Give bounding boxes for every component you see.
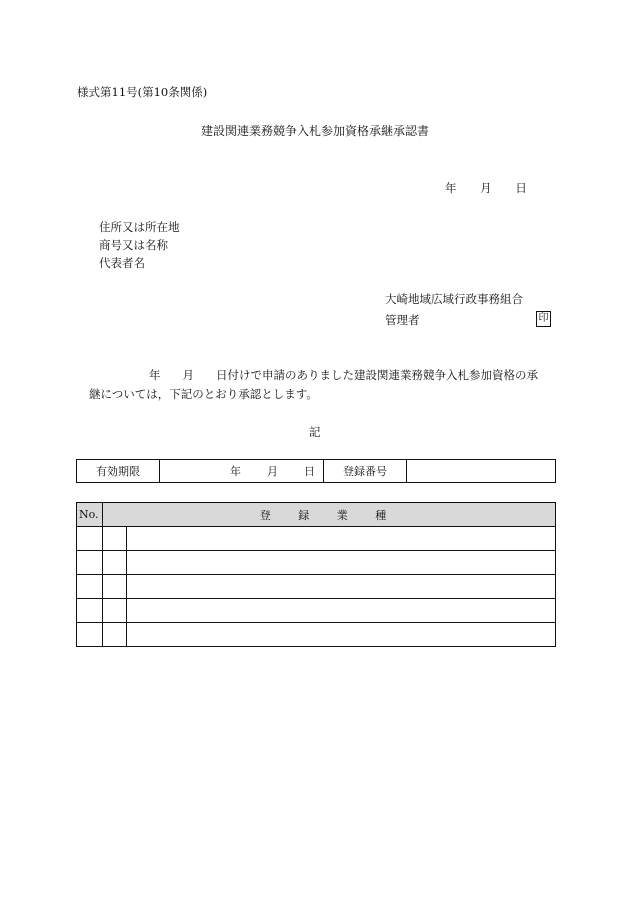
row-sub[interactable]	[103, 527, 127, 551]
validity-date-cell[interactable]	[160, 460, 324, 483]
row-category[interactable]	[127, 527, 556, 551]
body-year: 年	[149, 368, 161, 382]
row-no[interactable]	[77, 551, 103, 575]
body-month: 月	[182, 368, 194, 382]
date-month: 月	[480, 181, 492, 195]
registration-number-value[interactable]	[407, 460, 556, 483]
body-day-text: 日付けで申請のありました建設関連業務競争入札参加資格の承	[216, 368, 538, 382]
row-sub[interactable]	[103, 551, 127, 575]
manager-label: 管理者	[385, 313, 420, 327]
date-year: 年	[445, 181, 457, 195]
ki-heading: 記	[309, 425, 321, 439]
row-sub[interactable]	[103, 599, 127, 623]
table-row	[77, 623, 556, 647]
validity-table	[76, 459, 556, 483]
issuer-organization: 大崎地域広域行政事務組合	[385, 292, 523, 306]
registration-number-label: 登録番号	[324, 460, 407, 483]
seal-mark: 印	[536, 311, 551, 327]
category-table	[76, 502, 556, 647]
address-label: 住所又は所在地	[99, 220, 180, 234]
row-category[interactable]	[127, 551, 556, 575]
body-line-2: 継については，下記のとおり承認とします。	[89, 387, 318, 401]
row-no[interactable]	[77, 527, 103, 551]
body-line-1	[149, 367, 538, 383]
row-sub[interactable]	[103, 575, 127, 599]
row-sub[interactable]	[103, 623, 127, 647]
issue-date	[445, 180, 527, 196]
validity-period-label: 有効期限	[77, 460, 160, 483]
validity-month: 月	[267, 465, 278, 478]
table-row	[77, 527, 556, 551]
table-row	[77, 551, 556, 575]
table-row	[77, 575, 556, 599]
row-no[interactable]	[77, 575, 103, 599]
document-title: 建設関連業務競争入札参加資格承継承認書	[200, 124, 429, 138]
date-day: 日	[515, 181, 527, 195]
validity-year: 年	[230, 465, 241, 478]
row-category[interactable]	[127, 599, 556, 623]
category-header: 登 録 業 種	[103, 503, 556, 527]
no-header: No.	[77, 503, 103, 527]
trade-name-label: 商号又は名称	[99, 238, 168, 252]
row-category[interactable]	[127, 575, 556, 599]
form-number: 様式第11号(第10条関係)	[77, 85, 208, 99]
representative-label: 代表者名	[99, 256, 145, 270]
row-category[interactable]	[127, 623, 556, 647]
validity-day: 日	[304, 465, 315, 478]
row-no[interactable]	[77, 599, 103, 623]
table-row	[77, 599, 556, 623]
row-no[interactable]	[77, 623, 103, 647]
